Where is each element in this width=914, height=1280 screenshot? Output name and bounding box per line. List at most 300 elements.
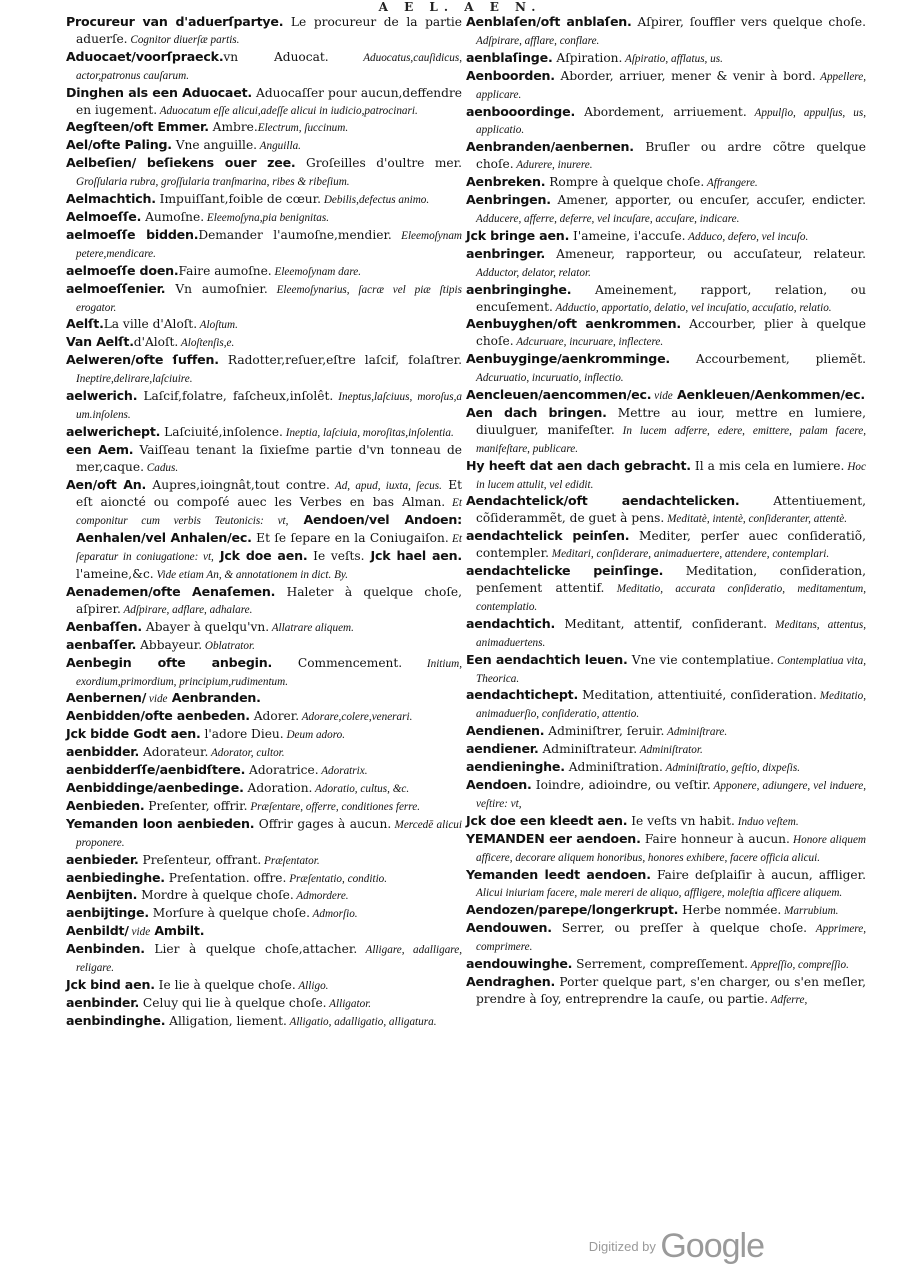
entry-headword: Aenbinden. <box>66 941 145 957</box>
entry-latin: Et ſeparatur in coniugatione: vt, <box>76 533 462 564</box>
entry-french: Faire deſplaiſir à aucun, affliger. <box>650 867 867 882</box>
entry-french: Et eſt aioncté ou compoſé auec les Verbes en bas Alman. <box>76 477 463 510</box>
dictionary-entry <box>66 887 462 905</box>
entry-latin: Allatrare aliquem. <box>269 621 354 634</box>
entry-latin: Cognitor diuerſæ partis. <box>127 33 240 46</box>
entry-french: Offrir gages à aucun. <box>254 816 392 831</box>
entry-latin: Eleemoſynarius, ſacræ vel piæ ſtipis erogator. <box>76 283 462 314</box>
entry-headword: aelmoeſſenier. <box>66 280 166 296</box>
dictionary-entry <box>466 139 866 174</box>
entry-latin: Aduocatum eſſe alicui,adeſſe alicui in iudicio,patrocinari. <box>157 104 418 117</box>
entry-headword: Aenbijten. <box>66 887 138 903</box>
entry-french: Adoratrice. <box>245 763 319 778</box>
dictionary-entry <box>66 619 462 637</box>
entry-latin: Hoc in lucem attulit, vel edidit. <box>476 460 866 491</box>
dictionary-entry <box>466 759 866 777</box>
entry-headword: Ambilt. <box>150 923 205 939</box>
entry-french: Ie veſts. <box>307 549 365 564</box>
entry-latin: Anguilla. <box>257 140 301 153</box>
entry-headword: Aelmachtich. <box>66 191 156 207</box>
entry-headword: Aenbieden. <box>66 797 145 813</box>
entry-headword: Aenbreken. <box>466 174 546 190</box>
entry-french: Adminiſtration. <box>564 760 663 775</box>
entry-headword: Aendachtelick/oft aendachtelicken. <box>466 493 740 509</box>
dictionary-entry <box>466 831 866 867</box>
dictionary-entry <box>66 155 462 191</box>
entry-french: Aſpirer, ſouffler vers quelque choſe. <box>631 15 866 29</box>
running-header: A E L. A E N. <box>378 0 542 14</box>
entry-headword: Aenbernen/ <box>66 690 147 706</box>
entry-french: Lier à quelque choſe,attacher. <box>144 942 358 957</box>
entry-french: Abayer à quelqu'vn. <box>142 619 270 634</box>
entry-headword: aelwerichept. <box>66 423 161 439</box>
entry-headword: Aencleuen/aencommen/ec. <box>466 387 652 403</box>
entry-latin: vide <box>146 693 168 706</box>
dictionary-entry <box>66 227 462 263</box>
dictionary-entry <box>466 246 866 282</box>
entry-french: Ioindre, adioindre, ou veſtir. <box>531 777 711 792</box>
dictionary-entry <box>466 920 866 956</box>
dictionary-entry <box>466 493 866 528</box>
entry-french: Morſure à quelque choſe. <box>148 906 310 921</box>
entry-headword: Aenbildt/ <box>66 923 129 939</box>
entry-latin: Adcuruare, incuruare, inflectere. <box>513 336 664 349</box>
dictionary-entry <box>466 50 866 68</box>
dictionary-entry <box>466 316 866 351</box>
entry-latin: Adducere, afferre, deferre, vel incuſare, accuſare, indicare. <box>476 212 740 225</box>
entry-french: Serrer, ou preſſer à quelque choſe. <box>551 921 808 936</box>
dictionary-entry <box>66 798 462 816</box>
dictionary-entry <box>66 334 462 352</box>
right-column <box>466 14 866 1009</box>
entry-french: Preſentation. offre. <box>164 870 287 885</box>
entry-headword: aenbidderſſe/aenbidſtere. <box>66 762 246 778</box>
entry-headword: Aendoen/vel Andoen: Aenhalen/vel Anhalen/ec. <box>76 512 462 546</box>
dictionary-entry <box>466 174 866 192</box>
dictionary-entry <box>466 387 866 405</box>
entry-french: Herbe nommée. <box>678 903 782 918</box>
entry-latin: Electrum, ſuccinum. <box>257 122 349 135</box>
entry-latin: Apprimere, comprimere. <box>476 923 866 954</box>
entry-latin: Præſentare, offerre, conditiones ferre. <box>247 800 420 813</box>
entry-latin: Groſſularia rubra, groſſularia tranſmarina, ribes & ribeſium. <box>76 176 350 189</box>
entry-french: Preſenter, offrir. <box>144 798 248 813</box>
entry-french: Aumoſne. <box>141 209 205 224</box>
entry-latin: Initium, exordium,primordium, principium,rudimentum. <box>76 657 462 688</box>
entry-french: Le procureur de la partie aduerſe. <box>76 15 462 46</box>
entry-latin: Contemplatiua vita, Theorica. <box>476 654 867 685</box>
dictionary-entry <box>66 816 462 852</box>
entry-headword: Ael/ofte Paling. <box>66 137 172 153</box>
dictionary-entry <box>466 723 866 741</box>
dictionary-entry <box>466 867 866 903</box>
entry-french: Il a mis cela en lumiere. <box>690 458 845 473</box>
dictionary-entry <box>466 528 866 563</box>
entry-french: Meditation, conſideration, penſement attentif. <box>476 564 867 595</box>
dictionary-entry <box>66 477 462 584</box>
dictionary-entry <box>66 637 462 655</box>
dictionary-entry <box>66 995 462 1013</box>
entry-french: Accourber, plier à quelque choſe. <box>476 317 866 349</box>
entry-latin: Appreſſio, compreſſio. <box>748 959 849 972</box>
entry-french: Adoration. <box>243 780 313 795</box>
dictionary-entry <box>66 941 462 977</box>
entry-headword: Dinghen als een Aduocaet. <box>66 84 252 100</box>
entry-headword: aendachtelicke peinſinge. <box>466 563 664 579</box>
entry-headword: Aen/oft An. <box>66 476 147 492</box>
entry-headword: Yemanden loon aenbieden. <box>66 815 255 831</box>
entry-latin: Meditari, conſiderare, animaduertere, attendere, contemplari. <box>548 548 830 561</box>
dictionary-entry <box>66 852 462 870</box>
entry-headword: Aenademen/ofte Aenaſemen. <box>66 584 276 599</box>
entry-headword: Aenkleuen/Aenkommen/ec. <box>672 387 865 403</box>
entry-headword: aendiener. <box>466 741 539 757</box>
dictionary-entry <box>466 405 866 458</box>
dictionary-entry <box>66 923 462 941</box>
dictionary-entry <box>466 741 866 759</box>
entry-latin: Deum adoro. <box>283 729 346 742</box>
entry-french: Abordement, arriuement. <box>575 104 747 119</box>
digitized-by-google-watermark <box>589 1227 764 1266</box>
dictionary-entry <box>466 192 866 228</box>
entry-headword: Een aendachtich leuen. <box>466 651 628 667</box>
dictionary-entry <box>466 974 866 1009</box>
entry-latin: Ineptus,laſciuus, moroſus,a um.inſolens. <box>76 391 462 421</box>
entry-latin: In lucem adferre, edere, emittere, palam facere, manifeſtare, publicare. <box>476 424 866 455</box>
entry-latin: Adſpirare, afflare, conflare. <box>476 34 600 47</box>
entry-latin: Adductor, delator, relator. <box>476 266 591 279</box>
entry-latin: Meditatè, intentè, conſideranter, attentè. <box>664 513 847 526</box>
dictionary-entry <box>466 282 866 317</box>
entry-french: Mettre au iour, mettre en lumiere, diuulguer, manifeſter. <box>476 405 866 437</box>
entry-headword: Jck doe aen. <box>213 548 308 564</box>
dictionary-entry <box>466 777 866 813</box>
entry-latin: Aloſtum. <box>197 319 238 332</box>
dictionary-entry <box>66 137 462 155</box>
entry-latin: Præſentatio, conditio. <box>286 872 388 885</box>
entry-french: Aſpiration. <box>552 50 623 65</box>
entry-headword: Aelmoeſſe. <box>66 208 142 224</box>
entry-french: Preſenteur, offrant. <box>138 852 262 867</box>
dictionary-entry <box>466 458 866 494</box>
entry-french: Ameneur, rapporteur, ou accuſateur, relateur. <box>545 246 866 261</box>
dictionary-entry <box>466 902 866 920</box>
entry-french: I'ameine, i'accuſe. <box>569 228 686 243</box>
entry-french: La ville d'Aloſt. <box>103 317 198 332</box>
dictionary-entry <box>66 316 462 334</box>
entry-headword: een Aem. <box>66 441 134 457</box>
dictionary-entry <box>466 813 866 831</box>
entry-french: Laſciuité,inſolence. <box>160 424 283 439</box>
google-logo: Google <box>660 1227 764 1265</box>
entry-headword: Aenbuyginge/aenkromminge. <box>466 351 671 367</box>
dictionary-entry <box>466 104 866 140</box>
entry-latin: Ineptire,delirare,laſciuire. <box>76 373 193 386</box>
dictionary-entry <box>466 351 866 387</box>
entry-headword: Aenblaſen/oft anblaſen. <box>466 14 632 29</box>
entry-french: Adminiſtrer, ſeruir. <box>544 724 665 739</box>
entry-latin: Adoratio, cultus, &c. <box>312 782 410 795</box>
entry-latin: Adductio, apportatio, delatio, vel incuſatio, accuſatio, relatio. <box>552 301 832 314</box>
entry-headword: aelmoeſſe doen. <box>66 262 179 278</box>
entry-headword: aendachtichept. <box>466 687 579 703</box>
dictionary-entry <box>66 49 462 85</box>
entry-french: Mediter, perſer auec conſideratiõ, contempler. <box>476 529 866 561</box>
entry-headword: Aenbegin ofte anbegin. <box>66 654 273 670</box>
entry-latin: Adoratrix. <box>318 765 368 778</box>
dictionary-entry <box>66 119 462 137</box>
entry-latin: Induo veſtem. <box>734 815 799 828</box>
entry-latin: Meditans, attentus, animaduertens. <box>476 618 866 649</box>
entry-headword: aendachtich. <box>466 615 556 631</box>
entry-french: Radotter,reſuer,eſtre laſcif, folaſtrer. <box>218 353 462 368</box>
entry-french: Ie lie à quelque choſe. <box>154 977 296 992</box>
entry-french: Accourbement, pliemẽt. <box>670 352 866 367</box>
entry-french: Aborder, arriuer, mener & venir à bord. <box>554 68 816 83</box>
entry-latin: Eleemoſynam dare. <box>271 265 362 278</box>
entry-latin: vide <box>128 926 151 939</box>
entry-french: Haleter à quelque choſe, aſpirer. <box>76 585 462 616</box>
entry-latin: Adſpirare, adflare, adhalare. <box>120 603 253 616</box>
entry-headword: Aen dach bringen. <box>466 404 607 420</box>
entry-latin: vide <box>651 390 673 403</box>
digitized-by-label: Digitized by <box>588 1239 656 1254</box>
entry-latin: Ad, apud, iuxta, ſecus. <box>329 479 442 492</box>
entry-french: Adorer. <box>249 709 300 724</box>
column-gutter <box>463 14 464 1214</box>
dictionary-entry <box>66 870 462 888</box>
dictionary-entry <box>66 263 462 281</box>
entry-latin: Appellere, applicare. <box>476 70 866 101</box>
entry-latin: Adferre, <box>768 993 808 1006</box>
entry-latin: Adduco, defero, vel incuſo. <box>685 230 809 243</box>
entry-latin: Adminiſtratio, geſtio, dixpeſis. <box>662 762 801 775</box>
entry-headword: Jck doe een kleedt aen. <box>466 812 628 828</box>
entry-headword: aenbinder. <box>66 994 140 1010</box>
entry-french: Attentiuement, cõſiderammẽt, de guet à pens. <box>476 494 866 526</box>
entry-latin: Meditatio, animaduerſio, conſideratio, attentio. <box>476 690 866 721</box>
entry-headword: aenbidder. <box>66 744 140 760</box>
entry-french: Ameinement, rapport, relation, ou encuſement. <box>476 282 866 314</box>
dictionary-entry <box>66 442 462 477</box>
entry-headword: Aendozen/parepe/longerkrupt. <box>466 902 679 918</box>
dictionary-entry <box>66 905 462 923</box>
entry-headword: Procureur van d'aduerſpartye. <box>66 14 284 29</box>
entry-french: Porter quelque part, s'en charger, ou s'en meſler, prendre à ſoy, entreprendre la cauſe, ou partie. <box>476 974 866 1006</box>
entry-french: Rompre à quelque choſe. <box>545 175 705 190</box>
dictionary-entry <box>66 14 462 49</box>
entry-french: Vne vie contemplatiue. <box>627 652 775 667</box>
entry-french: Vn aumoſnier. <box>165 281 268 296</box>
dictionary-entry <box>466 652 866 688</box>
entry-latin: Aduocatus,cauſidicus, actor,patronus cauſarum. <box>76 51 463 82</box>
entry-headword: Hy heeft dat aen dach gebracht. <box>466 457 691 473</box>
entry-french: Faire aumoſne. <box>178 263 272 278</box>
entry-headword: Aenbaſſen. <box>66 618 143 634</box>
entry-headword: Aendoen. <box>466 776 532 792</box>
entry-headword: aendouwinghe. <box>466 956 573 972</box>
entry-headword: Aendouwen. <box>466 920 552 936</box>
entry-latin: Apponere, adiungere, vel induere, veſtire: vt, <box>476 779 866 810</box>
entry-headword: aenbijtinge. <box>66 905 149 921</box>
entry-french: Impuiſſant,foible de cœur. <box>155 192 322 207</box>
entry-headword: Aendienen. <box>466 723 545 739</box>
entry-headword: aenbindinghe. <box>66 1012 166 1028</box>
entry-french: Amener, apporter, ou encuſer, accuſer, endicter. <box>550 193 866 208</box>
dictionary-entry <box>66 584 462 619</box>
entry-french: Meditation, attentiuité, conſideration. <box>578 688 817 703</box>
dictionary-entry <box>66 762 462 780</box>
entry-headword: Aelweren/ofte ſuffen. <box>66 352 219 368</box>
entry-latin: Appulſio, appulſus, us, applicatio. <box>476 106 866 137</box>
entry-latin: Debilis,defectus animo. <box>321 194 430 207</box>
entry-french: Demander l'aumoſne,mendier. <box>198 227 392 242</box>
entry-french: Meditant, attentif, conſiderant. <box>555 616 768 631</box>
entry-headword: aelwerich. <box>66 388 138 404</box>
entry-french: l'ameine,&c. <box>76 567 154 582</box>
entry-headword: Aegſteen/oft Emmer. <box>66 119 209 135</box>
dictionary-entry <box>466 563 866 616</box>
entry-headword: Jck bidde Godt aen. <box>66 726 201 742</box>
entry-french: Vne anguille. <box>171 138 258 153</box>
entry-latin: Aloſtenſis,e. <box>178 337 235 350</box>
dictionary-entry <box>66 744 462 762</box>
entry-headword: YEMANDEN eer aendoen. <box>466 830 641 846</box>
dictionary-entry <box>466 14 866 50</box>
dictionary-entry <box>66 281 462 317</box>
dictionary-entry <box>66 1013 462 1031</box>
entry-headword: Aenbranden/aenbernen. <box>466 139 634 155</box>
entry-latin: Adminiſtrare. <box>664 726 728 739</box>
entry-latin: Oblatrator. <box>202 639 255 652</box>
entry-french: Vaiſſeau tenant la ſixieſme partie d'vn tonneau de mer,caque. <box>76 442 463 474</box>
entry-french: vn Aduocat. <box>223 49 329 64</box>
entry-headword: Jck bringe aen. <box>466 227 570 243</box>
entry-headword: Aenbidden/ofte aenbeden. <box>66 708 250 724</box>
entry-latin: Aſpiratio, afflatus, us. <box>622 52 723 65</box>
dictionary-entry <box>466 687 866 723</box>
entry-headword: Aenbringen. <box>466 192 551 208</box>
entry-latin: Affrangere. <box>704 177 758 190</box>
dictionary-entry <box>66 690 462 708</box>
entry-latin: Alligator. <box>326 997 372 1010</box>
entry-latin: Præſentator. <box>261 854 320 867</box>
dictionary-entry <box>66 726 462 744</box>
entry-latin: Alicui iniuriam facere, male mereri de aliquo, affligere, moleſtia afficere aliquem. <box>476 887 843 900</box>
entry-headword: Aelbeſien/ beſiekens ouer zee. <box>66 155 296 171</box>
entry-french: Et ſe ſepare en la Coniugaiſon. <box>251 531 449 546</box>
entry-french: Bruſler ou ardre cõtre quelque choſe. <box>476 140 866 172</box>
entry-french: Commencement. <box>272 655 403 670</box>
dictionary-entry <box>66 85 462 120</box>
entry-french: Aupres,ioingnât,tout contre. <box>146 477 330 492</box>
entry-latin: Adurere, inurere. <box>513 159 593 172</box>
dictionary-entry <box>466 956 866 974</box>
entry-latin: Admorſio. <box>309 908 358 921</box>
entry-latin: Alligare, adalligare, religare. <box>76 944 462 975</box>
dictionary-entry <box>66 780 462 798</box>
dictionary-entry <box>466 228 866 246</box>
entry-latin: Et componitur cum verbis Teutonicis: vt, <box>76 497 462 528</box>
entry-latin: Vide etiam An, & annotationem in dict. By. <box>153 569 349 582</box>
entry-headword: aenbieder. <box>66 851 139 867</box>
entry-latin: Eleemoſynam petere,mendicare. <box>76 229 463 260</box>
entry-headword: aenblaſinge. <box>466 49 553 65</box>
entry-french: Ie veſts vn habit. <box>627 813 735 828</box>
entry-french: Abbayeur. <box>136 637 203 652</box>
dictionary-entry <box>466 68 866 104</box>
entry-latin: Alligatio, adalligatio, alligatura. <box>286 1015 437 1028</box>
entry-latin: Alligo. <box>295 979 329 992</box>
entry-french: Adminiſtrateur. <box>538 742 638 757</box>
entry-headword: Yemanden leedt aendoen. <box>466 866 651 882</box>
entry-headword: aenbaſſer. <box>66 636 137 652</box>
entry-french: Laſcif,folatre, faſcheux,inſolêt. <box>137 389 334 404</box>
entry-french: Mordre à quelque choſe. <box>137 888 294 903</box>
dictionary-entry <box>466 616 866 652</box>
entry-latin: Adcuruatio, incuruatio, inflectio. <box>476 372 624 385</box>
entry-french: Aduocaſſer pour aucun,deffendre en iugement. <box>76 85 462 117</box>
dictionary-entry <box>66 977 462 995</box>
entry-headword: aendachtelick peinſen. <box>466 528 630 544</box>
dictionary-entry <box>66 191 462 209</box>
entry-latin: Eleemoſyna,pia benignitas. <box>204 211 329 224</box>
dictionary-entry <box>66 352 462 388</box>
entry-headword: Jck bind aen. <box>66 976 155 992</box>
entry-headword: Aelſt. <box>66 316 104 332</box>
entry-latin: Marrubium. <box>781 905 839 918</box>
entry-headword: Jck hael aen. <box>364 548 462 564</box>
entry-headword: aenbooordinge. <box>466 103 576 119</box>
entry-french: Serrement, compreſſement. <box>572 957 749 972</box>
dictionary-entry <box>66 655 462 691</box>
entry-latin: Cadus. <box>143 461 179 474</box>
entry-headword: Aenboorden. <box>466 67 555 83</box>
entry-headword: Aduocaet/voorſpraeck. <box>66 48 224 64</box>
entry-french: d'Aloſt. <box>133 335 179 350</box>
dictionary-entry <box>66 209 462 227</box>
entry-headword: Van Aelſt. <box>66 334 134 350</box>
entry-french: l'adore Dieu. <box>200 727 284 742</box>
entry-headword: aenbringinghe. <box>466 281 572 297</box>
entry-latin: Meditatio, accurata conſideratio, meditamentum, contemplatio. <box>476 583 866 613</box>
dictionary-entry <box>66 424 462 442</box>
entry-headword: Aenbiddinge/aenbedinge. <box>66 779 244 795</box>
entry-headword: Aenbuyghen/oft aenkrommen. <box>466 316 681 332</box>
entry-latin: Admordere. <box>293 890 349 903</box>
entry-french: Ambre. <box>208 120 258 135</box>
entry-french: Celuy qui lie à quelque choſe. <box>139 995 327 1010</box>
entry-headword: aenbringer. <box>466 245 546 261</box>
entry-latin: Mercedē alicui proponere. <box>76 818 462 849</box>
entry-french: Adorateur. <box>139 745 209 760</box>
entry-french: Alligation, liement. <box>165 1013 287 1028</box>
entry-french: Groſeilles d'oultre mer. <box>295 156 462 171</box>
left-column <box>66 14 462 1031</box>
entry-headword: Aendraghen. <box>466 973 556 989</box>
entry-headword: aendieninghe. <box>466 759 565 775</box>
dictionary-entry <box>66 388 462 424</box>
entry-headword: aelmoeſſe bidden. <box>66 226 199 242</box>
dictionary-entry <box>66 708 462 726</box>
entry-latin: Adorator, cultor. <box>208 747 285 760</box>
entry-latin: Honore aliquem afficere, decorare aliquem honoribus, honores exhibere, facere officia alicui. <box>476 833 866 864</box>
entry-latin: Adorare,colere,venerari. <box>299 711 413 724</box>
entry-french: Faire honneur à aucun. <box>640 831 790 846</box>
entry-headword: aenbiedinghe. <box>66 869 165 885</box>
entry-latin: Adminiſtrator. <box>637 744 703 757</box>
entry-headword: Aenbranden. <box>167 690 261 706</box>
